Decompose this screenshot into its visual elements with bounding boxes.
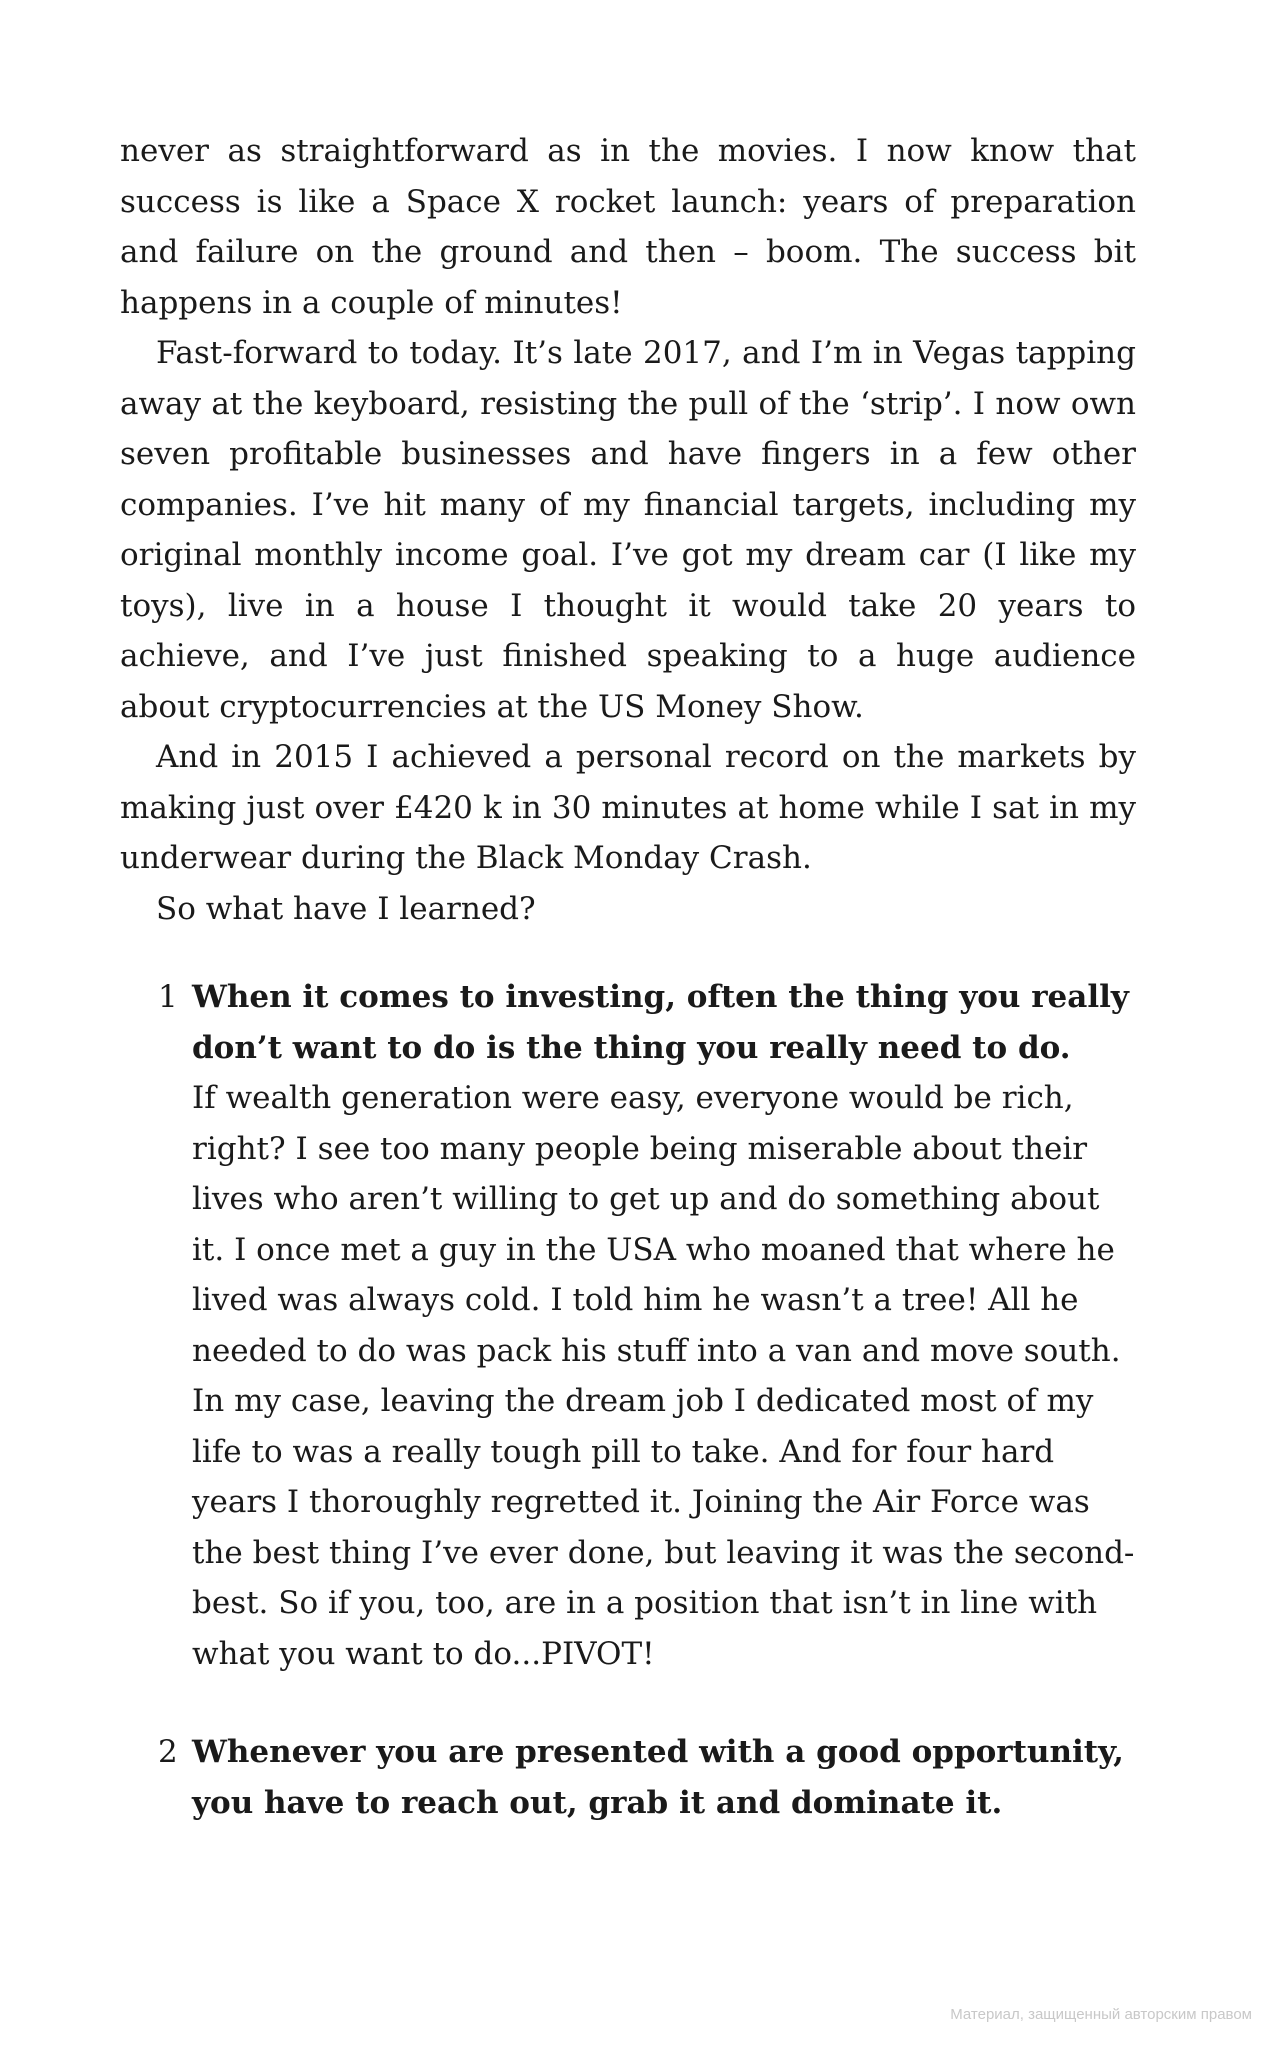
list-item-heading: Whenever you are presented with a good opportunity, you have to reach out, grab it and dominate it. <box>192 1734 1124 1821</box>
paragraph-fast-forward: Fast-forward to today. It’s late 2017, and I’m in Vegas tapping away at the keyboard, resisting the pull of the ‘strip’. I now own seven profitable businesses and have fingers in a few other companies. I’ve hit many of my financial targets, including my original monthly income goal. I’ve got my dream car (I like my toys), live in a house I thought it would take 20 years to achieve, and I’ve just finished speaking to a huge audience about cryptocurrencies at the US Money Show. <box>120 335 1136 725</box>
list-item-body: If wealth generation were easy, everyone would be rich, right? I see too many people being miserable about their lives who aren’t willing to get up and do something about it. I once met a guy in the USA who moaned that where he lived was always cold. I told him he wasn’t a tree! All he needed to do was pack his stuff into a van and move south. In my case, leaving the dream job I dedicated most of my life to was a really tough pill to take. And for four hard years I thoroughly regretted it. Joining the Air Force was the best thing I’ve ever done, but leaving it was the second-best. So if you, too, are in a position that isn’t in line with what you want to do...PIVOT! <box>192 1080 1135 1672</box>
list-item <box>120 972 1136 1679</box>
list-item-number: 1 <box>158 979 178 1015</box>
paragraph-continuation: never as straightforward as in the movies. I now know that success is like a Space X rocket launch: years of preparation and failure on the ground and then – boom. The success bit happens in a couple of minutes! <box>120 133 1136 321</box>
paragraph-question: So what have I learned? <box>156 890 536 927</box>
list-item-number: 2 <box>158 1734 178 1770</box>
book-page <box>120 126 1136 1876</box>
lessons-list <box>120 972 1136 1828</box>
list-item-heading: When it comes to investing, often the thing you really don’t want to do is the thing you really need to do. <box>192 979 1129 1066</box>
paragraph-record: And in 2015 I achieved a personal record on the markets by making just over £420 k in 30 minutes at home while I sat in my underwear during the Black Monday Crash. <box>120 739 1136 876</box>
copyright-watermark: Материал, защищенный авторским правом <box>950 2006 1252 2023</box>
list-item <box>120 1727 1136 1828</box>
